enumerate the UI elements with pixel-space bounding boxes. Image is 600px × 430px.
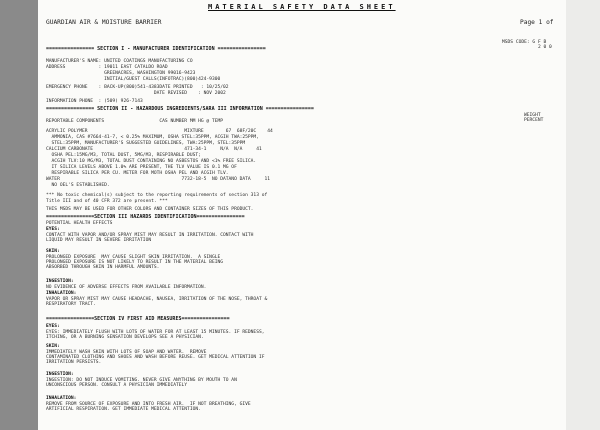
section-2-line: CALCIUM CARBONATE 471-34-1 N/A N/A 41 — [46, 147, 262, 152]
document-title: MATERIAL SAFETY DATA SHEET — [208, 3, 396, 11]
s3-eyes-text: CONTACT WITH VAPOR AND/OR SPRAY MIST MAY RESULT IN IRRITATION. CONTACT WITH LIQUID MAY RESULT IN SEVERE IRRITATION — [46, 233, 254, 244]
sara-note-1: *** No toxic chemical(s) subject to the reporting requirements of section 313 of — [46, 193, 268, 198]
s4-skin-label: SKIN: — [46, 344, 60, 349]
section-2-line: NO OEL'S ESTABLISHED. — [46, 183, 110, 188]
sara-note-2: Title III and of 40 CFR 372 are present. *** — [46, 199, 168, 204]
product-line: GUARDIAN AIR & MOISTURE BARRIER — [46, 19, 162, 26]
section-1-line: DATE REVISED : NOV 2002 — [46, 91, 226, 96]
page-label: Page 1 of — [520, 19, 554, 26]
section-2-line: ACRYLIC POLYMER MIXTURE 67 68F/20C 44 — [46, 129, 273, 134]
section-1-line: INITIAL/GUEST CALLS(INFOTRAC)(800)424-9300 — [46, 77, 221, 82]
section-2-line: ACGIH TLV:10 MG/M3, TOTAL DUST CONTAINING NO ASBESTOS AND <1% FREE SILICA. — [46, 159, 257, 164]
msds-usage-note: THIS MSDS MAY BE USED FOR OTHER COLORS AND CONTAINER SIZES OF THIS PRODUCT. — [46, 207, 254, 212]
s4-inhalation-text: REMOVE FROM SOURCE OF EXPOSURE AND INTO FRESH AIR. IF NOT BREATHING, GIVE ARTIFICIAL RESPIRATION. GET IMMEDIATE MEDICAL ATTENTION. — [46, 402, 251, 413]
section-2-col-header: REPORTABLE COMPONENTS CAS NUMBER MM HG @ TEMP — [46, 119, 224, 124]
s3-inhalation-label: INHALATION: — [46, 291, 77, 296]
s4-skin-text: IMMEDIATELY WASH SKIN WITH LOTS OF SOAP AND WATER. REMOVE CONTAMINATED CLOTHING AND SHOES AND WASH BEFORE REUSE. GET MEDICAL ATTENTION IF IRRITATION PERSISTS. — [46, 350, 265, 366]
s3-skin-text: PROLONGED EXPOSURE MAY CAUSE SLIGHT SKIN IRRITATION. A SINGLE PROLONGED EXPOSURE IS NOT LIKELY TO RESULT IN THE MATERIAL BEING ABSORBED THROUGH SKIN IN HARMFUL AMOUNTS. — [46, 255, 224, 271]
s3-skin-label: SKIN: — [46, 249, 60, 254]
section-2-heading: ================ SECTION II - HAZARDOUS INGREDIENTS/SARA III INFORMATION ================ — [46, 106, 314, 112]
section-2-line: STEL:35PPM, MANUFACTURER'S SUGGESTED GUIDELINES, TWA:25PPM, STEL:35PPM — [46, 141, 246, 146]
section-1-line: ADDRESS : 19011 EAST CATALDO ROAD — [46, 65, 168, 70]
s3-ingestion-label: INGESTION: — [46, 279, 74, 284]
s3-ingestion-text: NO EVIDENCE OF ADVERSE EFFECTS FROM AVAILABLE INFORMATION. — [46, 285, 207, 290]
section-3-subheading: POTENTIAL HEALTH EFFECTS — [46, 221, 113, 226]
left-scan-edge — [0, 0, 38, 430]
section-2-line: IT SILICA LEVELS ABOVE 1.0% ARE PRESENT, THE TLV VALUE IS 0.1 MG OF — [46, 165, 237, 170]
section-1-line: EMERGENCY PHONE : BACK-UP(800)541-4383DATE PRINTED : 10/25/02 — [46, 85, 229, 90]
section-1-heading: ================ SECTION I - MANUFACTURER IDENTIFICATION ================ — [46, 46, 266, 52]
section-2-line: RESPIRABLE SILICA PER CU. METER FOR MOTH OSHA PEL AND ACGIH TLV. — [46, 171, 229, 176]
section-1-line: MANUFACTURER'S NAME: UNITED COATINGS MANUFACTURING CO — [46, 59, 193, 64]
section-2-weight-header: WEIGHT PERCENT — [524, 113, 544, 124]
section-2-line: WATER 7732-18-5 NO DATANO DATA 11 — [46, 177, 271, 182]
section-2-line: AMMONIA, CAS #7664-41-7, < 0.25% MAXIMUM, OSHA STEL:35PPM, ACGIH TWA:25PPM, — [46, 135, 259, 140]
section-1-line: INFORMATION PHONE : (509) 926-7143 — [46, 99, 143, 104]
section-3-heading: ================SECTION III HAZARDS IDENTIFICATION================ — [46, 214, 245, 220]
s4-eyes-text: EYES: IMMEDIATELY FLUSH WITH LOTS OF WATER FOR AT LEAST 15 MINUTES. IF REDNESS, ITCHING, OR A BURNING SENSATION DEVELOPS SEE A PHYSICIAN. — [46, 330, 265, 341]
s4-ingestion-text: INGESTION: DO NOT INDUCE VOMITING. NEVER GIVE ANYTHING BY MOUTH TO AN UNCONSCIOUS PERSON. CONSULT A PHYSICIAN IMMEDIATELY — [46, 378, 237, 389]
document-page — [38, 0, 566, 430]
s3-eyes-label: EYES: — [46, 227, 60, 232]
section-4-heading: ================SECTION IV FIRST AID MEASURES================ — [46, 316, 230, 322]
msds-code: MSDS CODE: G F B 2 0 0 — [502, 40, 552, 51]
s4-inhalation-label: INHALATION: — [46, 396, 77, 401]
section-1-line: GREENACRES, WASHINGTON 99016-9423 — [46, 71, 196, 76]
s3-inhalation-text: VAPOR OR SPRAY MIST MAY CAUSE HEADACHE, NAUSEA, IRRITATION OF THE NOSE, THROAT & RESPIRATORY TRACT. — [46, 297, 268, 308]
s4-eyes-label: EYES: — [46, 324, 60, 329]
section-2-line: OSHA PEL:15MG/M3, TOTAL DUST, 5MG/M3, RESPIRABLE DUST; — [46, 153, 201, 158]
s4-ingestion-label: INGESTION: — [46, 372, 74, 377]
right-scan-edge — [566, 0, 600, 430]
